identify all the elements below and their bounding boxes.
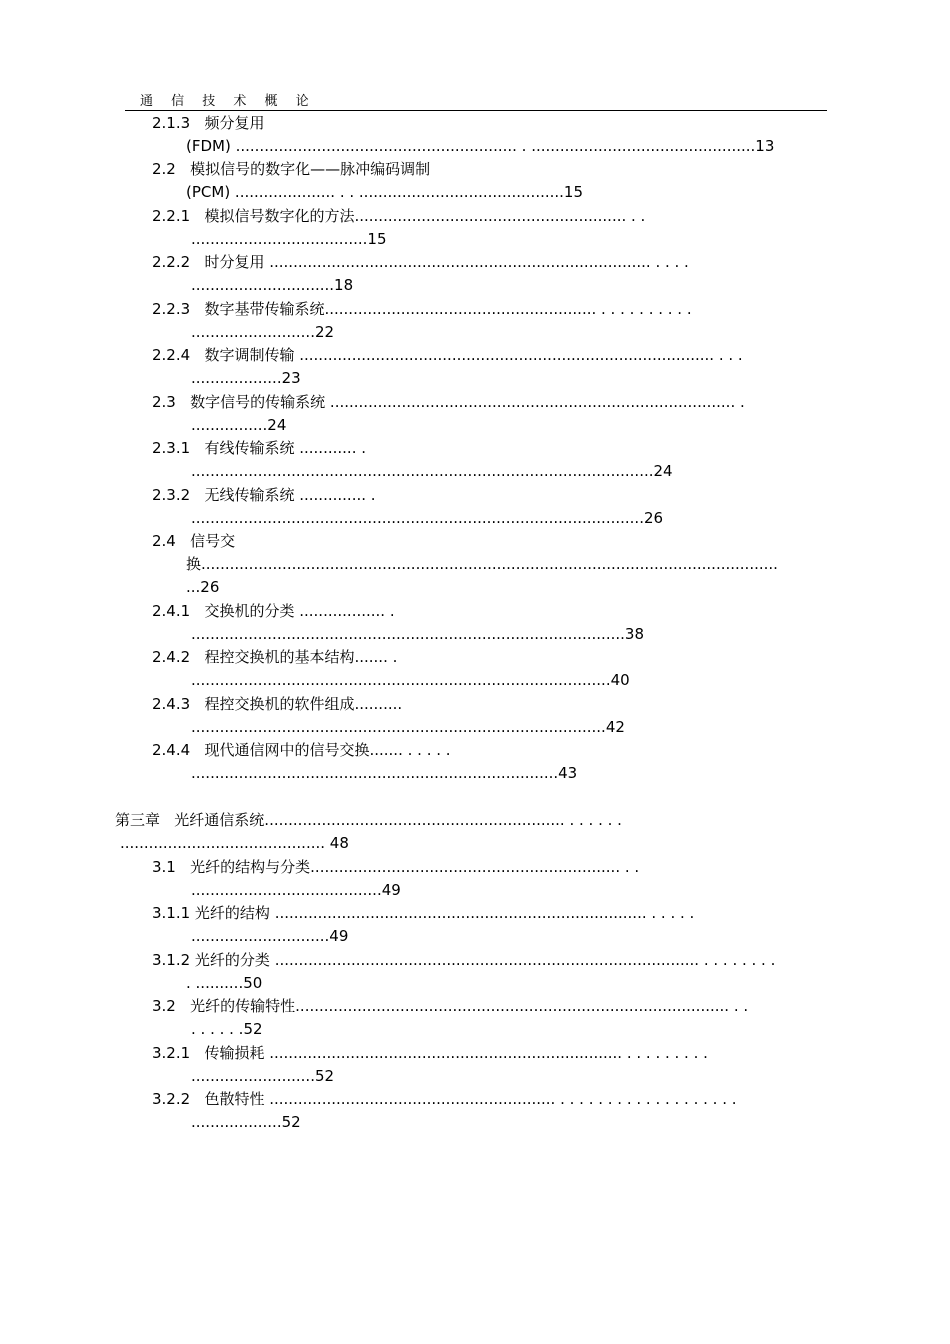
toc-entry-2-2-3[interactable]: 2.2.3 数字基带传输系统......................................................... . . . . . . . . . . bbox=[152, 300, 692, 318]
toc-entry-2-4-1-cont[interactable]: ...........................................................................................38 bbox=[191, 625, 644, 643]
toc-entry-2-4-page[interactable]: ...26 bbox=[186, 578, 220, 596]
toc-entry-2-3-2-cont[interactable]: ...............................................................................................26 bbox=[191, 509, 664, 527]
toc-entry-2-4-2[interactable]: 2.4.2 程控交换机的基本结构....... . bbox=[152, 648, 398, 666]
toc-entry-2-4-2-cont[interactable]: ........................................................................................40 bbox=[191, 671, 630, 689]
toc-entry-3-2-2-cont[interactable]: ...................52 bbox=[191, 1113, 301, 1131]
toc-entry-2-3-cont[interactable]: ................24 bbox=[191, 416, 287, 434]
toc-entry-2-2-2-cont[interactable]: ..............................18 bbox=[191, 276, 354, 294]
toc-chapter-3[interactable]: 第三章 光纤通信系统............................................................... . . . . . . bbox=[115, 811, 622, 829]
toc-entry-2-3-1-cont[interactable]: .................................................................................................24 bbox=[191, 462, 673, 480]
toc-entry-2-4-4[interactable]: 2.4.4 现代通信网中的信号交换....... . . . . . bbox=[152, 741, 451, 759]
toc-entry-2-2-4[interactable]: 2.2.4 数字调制传输 ....................................................................................... . . . bbox=[152, 346, 743, 364]
toc-entry-3-2-2[interactable]: 3.2.2 色散特性 ............................................................ . . . . . . . . . . . . . . . . . . . bbox=[152, 1090, 737, 1108]
toc-entry-2-4-3-cont[interactable]: .......................................................................................42 bbox=[191, 718, 625, 736]
toc-entry-2-3-2[interactable]: 2.3.2 无线传输系统 .............. . bbox=[152, 486, 376, 504]
toc-entry-3-1[interactable]: 3.1 光纤的结构与分类................................................................. . . bbox=[152, 858, 640, 876]
toc-entry-2-4-cont[interactable]: 换......................................................................................................................... bbox=[186, 555, 778, 573]
toc-entry-2-2-3-cont[interactable]: ..........................22 bbox=[191, 323, 335, 341]
header-rule bbox=[125, 110, 827, 111]
toc-entry-3-1-2-cont[interactable]: . ..........50 bbox=[186, 974, 263, 992]
toc-entry-2-1-3-cont[interactable]: (FDM) ........................................................... . ...............................................13 bbox=[186, 137, 775, 155]
toc-entry-2-2-2[interactable]: 2.2.2 时分复用 ................................................................................ . . . . bbox=[152, 253, 689, 271]
toc-entry-2-1-3[interactable]: 2.1.3 频分复用 bbox=[152, 114, 265, 132]
toc-entry-2-2-4-cont[interactable]: ...................23 bbox=[191, 369, 301, 387]
toc-entry-2-4-1[interactable]: 2.4.1 交换机的分类 .................. . bbox=[152, 602, 395, 620]
toc-chapter-3-cont[interactable]: ........................................... 48 bbox=[120, 834, 349, 852]
toc-entry-2-2[interactable]: 2.2 模拟信号的数字化——脉冲编码调制 bbox=[152, 160, 431, 178]
toc-entry-2-2-1[interactable]: 2.2.1 模拟信号数字化的方法......................................................... . . bbox=[152, 207, 646, 225]
toc-entry-2-3[interactable]: 2.3 数字信号的传输系统 ..................................................................................... . bbox=[152, 393, 745, 411]
toc-entry-3-1-cont[interactable]: ........................................49 bbox=[191, 881, 401, 899]
toc-entry-2-4[interactable]: 2.4 信号交 bbox=[152, 532, 236, 550]
toc-entry-3-2-1[interactable]: 3.2.1 传输损耗 .......................................................................... . . . . . . . . . bbox=[152, 1044, 708, 1062]
toc-entry-2-4-4-cont[interactable]: .............................................................................43 bbox=[191, 764, 578, 782]
toc-entry-3-1-1-cont[interactable]: .............................49 bbox=[191, 927, 349, 945]
toc-entry-2-3-1[interactable]: 2.3.1 有线传输系统 ............ . bbox=[152, 439, 366, 457]
toc-entry-3-1-2[interactable]: 3.1.2 光纤的分类 ......................................................................................... . . . . . . . . bbox=[152, 951, 776, 969]
toc-entry-2-2-1-cont[interactable]: .....................................15 bbox=[191, 230, 387, 248]
toc-entry-2-2-cont[interactable]: (PCM) ..................... . . ...........................................15 bbox=[186, 183, 584, 201]
toc-entry-3-2[interactable]: 3.2 光纤的传输特性........................................................................................... . . bbox=[152, 997, 749, 1015]
toc-entry-3-1-1[interactable]: 3.1.1 光纤的结构 .............................................................................. . . . . . bbox=[152, 904, 695, 922]
header-title: 通 信 技 术 概 论 bbox=[140, 94, 316, 109]
toc-entry-3-2-1-cont[interactable]: ..........................52 bbox=[191, 1067, 335, 1085]
toc-entry-2-4-3[interactable]: 2.4.3 程控交换机的软件组成.......... bbox=[152, 695, 403, 713]
toc-entry-3-2-cont[interactable]: . . . . . .52 bbox=[191, 1020, 263, 1038]
